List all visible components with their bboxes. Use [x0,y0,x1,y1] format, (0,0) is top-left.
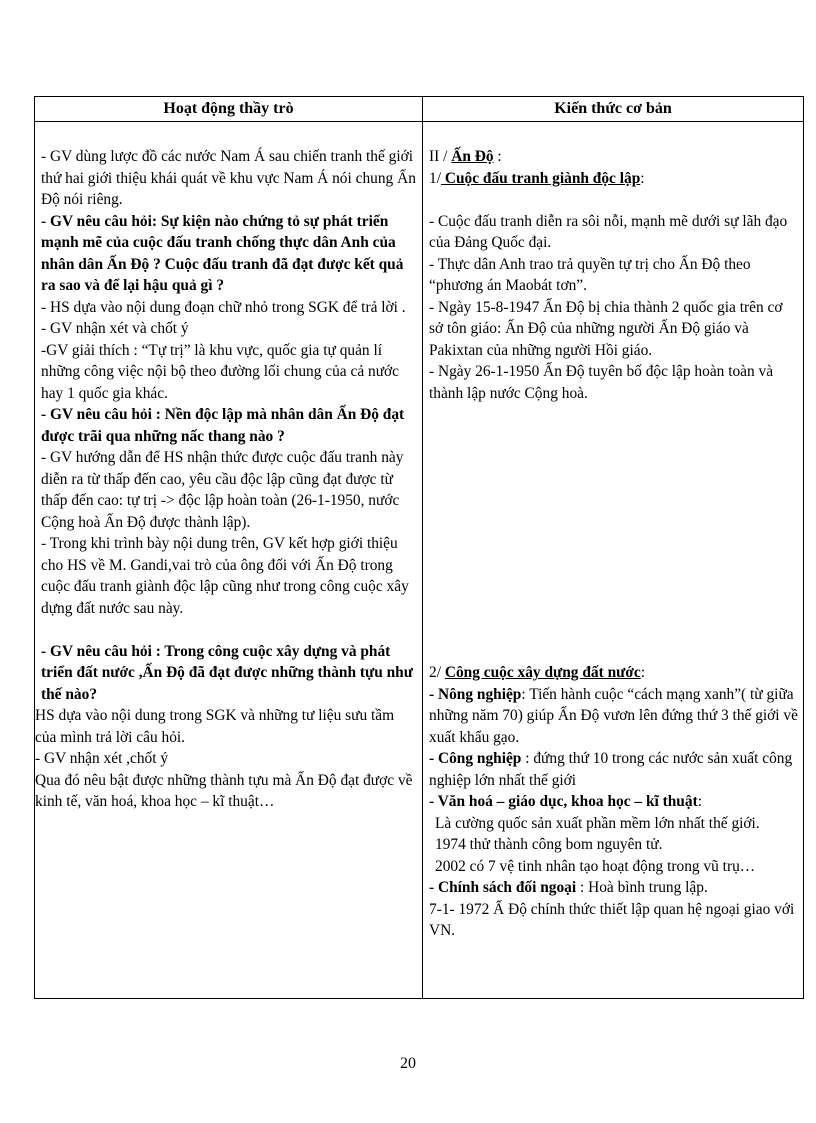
section-title: Ấn Độ [451,148,494,165]
right-para-8: Là cường quốc sản xuất phần mềm lớn nhất thế giới. [435,814,760,832]
right-column [429,146,799,942]
section-heading: II / Ấn Độ : [429,148,502,165]
subsection-1-title: Cuộc đấu tranh giành độc lập [440,169,641,187]
left-para-3: - HS dựa vào nội dung đoạn chữ nhỏ trong SGK để trả lời . [41,298,406,316]
right-para-10: 2002 có 7 vệ tinh nhân tạo hoạt động trong vũ trụ… [435,857,756,875]
table-header [35,97,803,122]
right-para-7: - Văn hoá – giáo dục, khoa học – kĩ thuật: [429,793,702,810]
header-right: Kiến thức cơ bản [554,100,672,117]
right-para-5: - Nông nghiệp: Tiến hành cuộc “cách mạng xanh”( từ giữa những năm 70) giúp Ấn Độ vươn lên đứng thứ 3 thế giới về xuất khẩu gạo. [429,685,798,746]
lesson-table [34,96,804,999]
subsection-1-heading: 1/ Cuộc đấu tranh giành độc lập: [429,169,645,187]
left-column [35,146,417,813]
right-para-1: - Cuộc đấu tranh diễn ra sôi nỗi, mạnh mẽ dưới sự lãh đạo của Đảng Quốc đại. [429,212,788,251]
right-para-9: 1974 thử thành công bom nguyên tử. [435,836,663,853]
header-left: Hoạt động thầy trò [163,100,294,117]
right-para-4: - Ngày 26-1-1950 Ấn Độ tuyên bố độc lập hoàn toàn và thành lập nước Cộng hoà. [429,363,774,402]
left-para-8: - Trong khi trình bày nội dung trên, GV kết hợp giới thiệu cho HS về M. Gandi,vai trò của ông đối với Ấn Độ trong cuộc đấu tranh giành độc lập cũng như trong công cuộc xây dựng đất nước sau này. [41,535,409,617]
left-para-12: Qua đó nêu bật được những thành tựu mà Ấn Độ đạt được về kinh tế, văn hoá, khoa học – kĩ thuật… [35,771,413,810]
left-para-5: -GV giải thích : “Tự trị” là khu vực, quốc gia tự quản lí những công việc nội bộ theo đường lối chung của cả nước hay 1 quốc gia khác. [41,341,400,402]
right-para-11: - Chính sách đối ngoại : Hoà bình trung lập. [429,879,708,896]
column-divider [422,97,423,998]
left-para-7: - GV hướng dẫn để HS nhận thức được cuộc đấu tranh này diễn ra từ thấp đến cao, yêu cầu độc lập cũng đạt được từ thấp đến cao: tự trị -> độc lập hoàn toàn (26-1-1950, nước Cộng hoà Ấn Độ được thành lập). [41,449,404,531]
subsection-2-title: Công cuộc xây dựng đất nước [444,664,641,681]
left-question-1: - GV nêu câu hỏi: Sự kiện nào chứng tỏ sự phát triển mạnh mẽ của cuộc đấu tranh chống thực dân Anh của nhân dân Ấn Độ ? Cuộc đấu tranh đã đạt được kết quả ra sao và để lại hậu quả gì ? [41,212,404,294]
left-para-10: HS dựa vào nội dung trong SGK và những tư liệu sưu tầm của mình trả lời câu hỏi. [35,707,395,746]
left-para-1: - GV dùng lược đồ các nước Nam Á sau chiến tranh thế giới thứ hai giới thiệu khái quát về khu vực Nam Á nói chung Ấn Độ nói riêng. [41,148,416,208]
left-para-4: - GV nhận xét và chốt ý [41,320,189,337]
right-para-2: - Thực dân Anh trao trả quyền tự trị cho Ấn Độ theo “phương án Maobát tơn”. [429,255,751,294]
left-question-2: - GV nêu câu hỏi : Nền độc lập mà nhân dân Ấn Độ đạt được trãi qua những nấc thang nào ? [41,406,405,445]
left-para-11: - GV nhận xét ,chốt ý [35,750,169,767]
subsection-2-heading: 2/ Công cuộc xây dựng đất nước: [429,664,645,681]
page-number: 20 [400,1055,416,1072]
left-question-3: - GV nêu câu hỏi : Trong công cuộc xây dựng và phát triển đất nước ,Ấn Độ đã đạt được những thành tựu như thế nào? [41,642,413,703]
right-para-12: 7-1- 1972 Ấ Độ chính thức thiết lập quan hệ ngoại giao với VN. [429,900,795,939]
right-para-6: - Công nghiệp : đứng thứ 10 trong các nước sản xuất công nghiệp lớn nhất thế giới [429,750,793,789]
right-para-3: - Ngày 15-8-1947 Ấn Độ bị chia thành 2 quốc gia trên cơ sở tôn giáo: Ấn Độ của những người Ấn Độ giáo và Pakixtan của những người Hồi giáo. [429,298,783,359]
